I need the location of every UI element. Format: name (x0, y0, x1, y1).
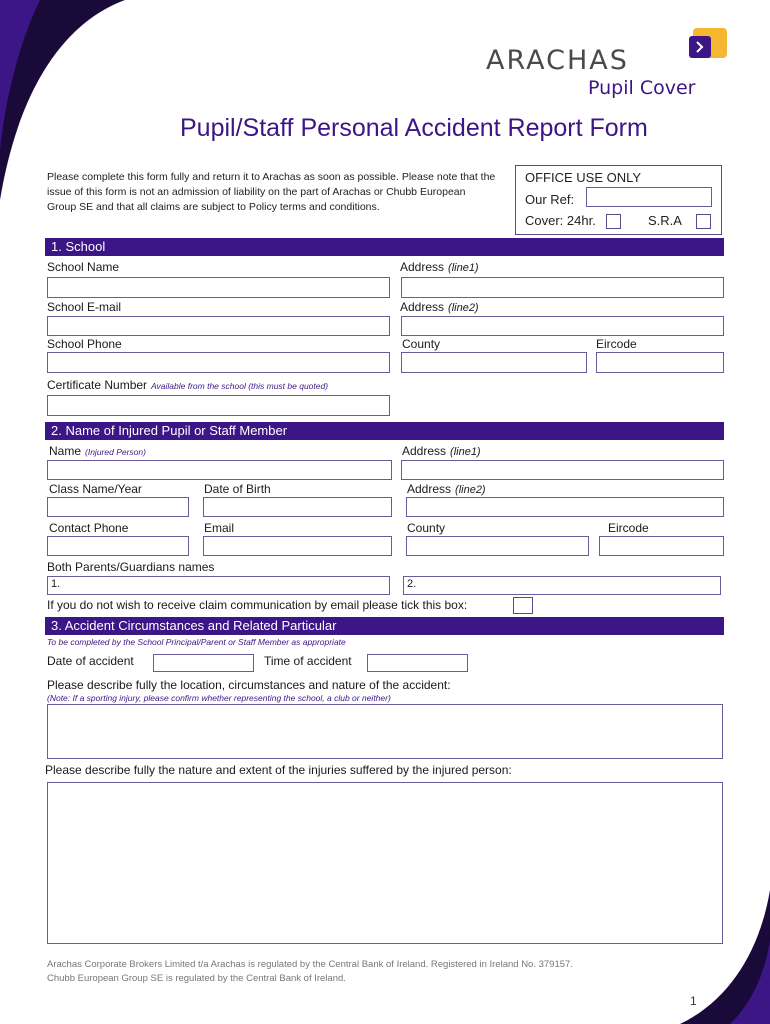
certificate-label: Certificate Number Available from the school (this must be quoted) (47, 378, 329, 392)
email-optout-label: If you do not wish to receive claim communication by email please tick this box: (47, 598, 468, 612)
injured-name-input[interactable] (47, 460, 392, 480)
describe-injuries-label: Please describe fully the nature and extent of the injuries suffered by the injured person: (45, 763, 512, 777)
section-school-header: 1. School (45, 238, 724, 256)
section3-subnote: To be completed by the School Principal/Parent or Staff Member as appropriate (47, 637, 346, 647)
injured-address2-label: Address (line2) (407, 482, 486, 496)
email-optout-checkbox[interactable] (513, 597, 533, 614)
brand-product: Pupil Cover (588, 77, 696, 99)
section-injured-header: 2. Name of Injured Pupil or Staff Member (45, 422, 724, 440)
school-phone-input[interactable] (47, 352, 390, 373)
email-input[interactable] (203, 536, 392, 556)
school-email-input[interactable] (47, 316, 390, 336)
brand-logo: ARACHAS (486, 45, 629, 76)
sra-checkbox[interactable] (696, 214, 711, 229)
our-ref-input[interactable] (586, 187, 712, 207)
dob-label: Date of Birth (204, 482, 271, 496)
school-county-label: County (402, 337, 441, 351)
injured-address1-label: Address (line1) (402, 444, 481, 458)
cover-label: Cover: 24hr. (525, 213, 596, 228)
class-name-label: Class Name/Year (49, 482, 142, 496)
sra-label: S.R.A (648, 213, 682, 228)
cover-24hr-checkbox[interactable] (606, 214, 621, 229)
injuries-description-textarea[interactable] (47, 782, 723, 944)
school-address2-label: Address (line2) (400, 300, 479, 314)
school-county-input[interactable] (401, 352, 587, 373)
office-use-heading: OFFICE USE ONLY (525, 170, 642, 185)
class-name-input[interactable] (47, 497, 189, 517)
sport-note: (Note: If a sporting injury, please confirm whether representing the school, a club or neither) (47, 693, 391, 703)
chevron-right-icon (695, 41, 705, 53)
contact-phone-label: Contact Phone (49, 521, 129, 535)
injured-county-input[interactable] (406, 536, 589, 556)
dob-input[interactable] (203, 497, 392, 517)
time-accident-input[interactable] (367, 654, 468, 672)
describe-location-label: Please describe fully the location, circumstances and nature of the accident: (47, 678, 451, 692)
injured-address1-input[interactable] (401, 460, 724, 480)
school-name-input[interactable] (47, 277, 390, 298)
school-eircode-input[interactable] (596, 352, 724, 373)
injured-address2-input[interactable] (406, 497, 724, 517)
accident-description-textarea[interactable] (47, 704, 723, 759)
injured-name-label: Name (Injured Person) (49, 444, 146, 458)
school-name-label: School Name (47, 260, 120, 274)
school-email-label: School E-mail (47, 300, 122, 314)
certificate-input[interactable] (47, 395, 390, 416)
brand-badge (689, 28, 727, 58)
footer (47, 958, 573, 986)
email-label: Email (204, 521, 235, 535)
footer-line2: Chubb European Group SE is regulated by the Central Bank of Ireland. (47, 973, 346, 984)
parents-label: Both Parents/Guardians names (47, 560, 215, 574)
school-eircode-label: Eircode (596, 337, 637, 351)
school-address1-label: Address (line1) (400, 260, 479, 274)
intro-text: Please complete this form fully and return it to Arachas as soon as possible. Please note that the issue of this form is not an admission of liability on the part of Arachas or Chubb European Group SE and that all claims are subject to Policy terms and conditions. (47, 171, 496, 213)
parent2-input[interactable] (403, 576, 721, 595)
footer-line1: Arachas Corporate Brokers Limited t/a Arachas is regulated by the Central Bank of Ireland. Registered in Ireland No. 379157. (47, 959, 573, 970)
page-title: Pupil/Staff Personal Accident Report Form (180, 114, 648, 142)
section-accident-header: 3. Accident Circumstances and Related Particular (45, 617, 724, 635)
date-accident-input[interactable] (153, 654, 254, 672)
school-address2-input[interactable] (401, 316, 724, 336)
injured-county-label: County (407, 521, 446, 535)
school-phone-label: School Phone (47, 337, 122, 351)
page-number: 1 (690, 994, 697, 1008)
date-accident-label: Date of accident (47, 654, 134, 668)
time-accident-label: Time of accident (264, 654, 352, 668)
contact-phone-input[interactable] (47, 536, 189, 556)
parent2-number: 2. (407, 578, 417, 590)
office-use-box (515, 165, 722, 235)
school-address1-input[interactable] (401, 277, 724, 298)
our-ref-label: Our Ref: (525, 192, 575, 207)
injured-eircode-input[interactable] (599, 536, 724, 556)
injured-eircode-label: Eircode (608, 521, 649, 535)
parent1-input[interactable] (47, 576, 390, 595)
parent1-number: 1. (51, 578, 61, 590)
